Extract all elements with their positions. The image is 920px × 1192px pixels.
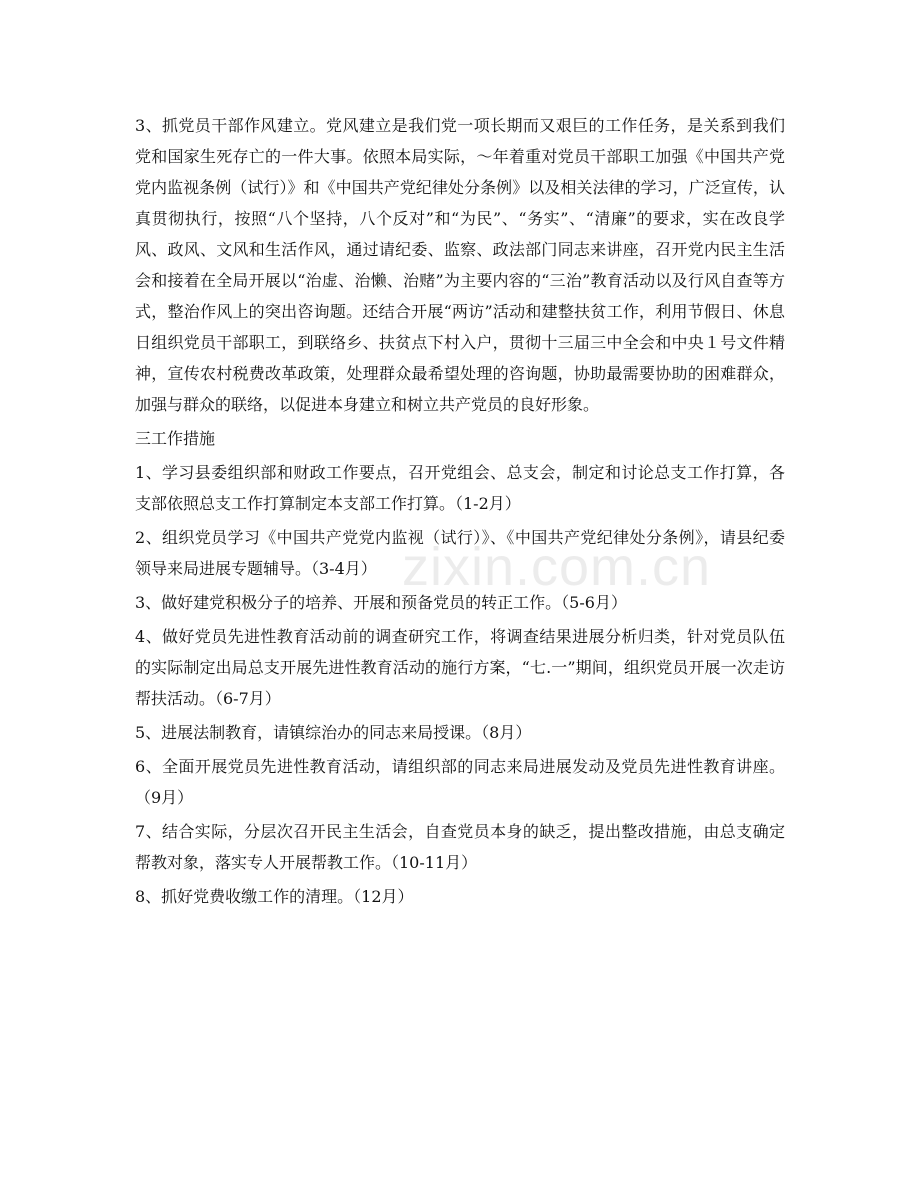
measure-item-7: 7、结合实际，分层次召开民主生活会，自查党员本身的缺乏，提出整改措施，由总支确定帮教对象，落实专人开展帮教工作。（10-11月） [135, 822, 785, 872]
measure-item-6: 6、全面开展党员先进性教育活动，请组织部的同志来局进展发动及党员先进性教育讲座。（9月） [135, 757, 785, 807]
measure-item-8: 8、抓好党费收缴工作的清理。（12月） [135, 887, 414, 906]
measure-item-3: 3、做好建党积极分子的培养、开展和预备党员的转正工作。（5-6月） [135, 593, 627, 612]
measure-item-4: 4、做好党员先进性教育活动前的调查研究工作，将调查结果进展分析归类，针对党员队伍的实际制定出局总支开展先进性教育活动的施行方案，“七.一”期间，组织党员开展一次走访帮扶活动。（6-7月） [135, 627, 785, 708]
measure-item-1: 1、学习县委组织部和财政工作要点，召开党组会、总支会，制定和讨论总支工作打算，各支部依照总支工作打算制定本支部工作打算。（1-2月） [135, 463, 785, 513]
watermark: zixin.com.cn [402, 537, 712, 597]
section-heading: 三工作措施 [135, 429, 216, 448]
document-body [135, 110, 785, 915]
intro-paragraph: 3、抓党员干部作风建立。党风建立是我们党一项长期而又艰巨的工作任务，是关系到我们党和国家生死存亡的一件大事。依照本局实际，～年着重对党员干部职工加强《中国共产党党内监视条例（试行）》和《中国共产党纪律处分条例》以及相关法律的学习，广泛宣传，认真贯彻执行，按照“八个坚持，八个反对”和“为民”、“务实”、“清廉”的要求，实在改良学风、政风、文风和生活作风，通过请纪委、监察、政法部门同志来讲座，召开党内民主生活会和接着在全局开展以“治虚、治懒、治赌”为主要内容的“三治”教育活动以及行风自查等方式，整治作风上的突出咨询题。还结合开展“两访”活动和建整扶贫工作，利用节假日、休息日组织党员干部职工，到联络乡、扶贫点下村入户，贯彻十三届三中全会和中央１号文件精神，宣传农村税费改革政策，处理群众最希望处理的咨询题，协助最需要协助的困难群众，加强与群众的联络，以促进本身建立和树立共产党员的良好形象。 [135, 116, 785, 414]
measure-item-5: 5、进展法制教育，请镇综治办的同志来局授课。（8月） [135, 723, 532, 742]
measure-item-2: 2、组织党员学习《中国共产党党内监视（试行）》、《中国共产党纪律处分条例》，请县纪委领导来局进展专题辅导。（3-4月） [135, 528, 785, 578]
